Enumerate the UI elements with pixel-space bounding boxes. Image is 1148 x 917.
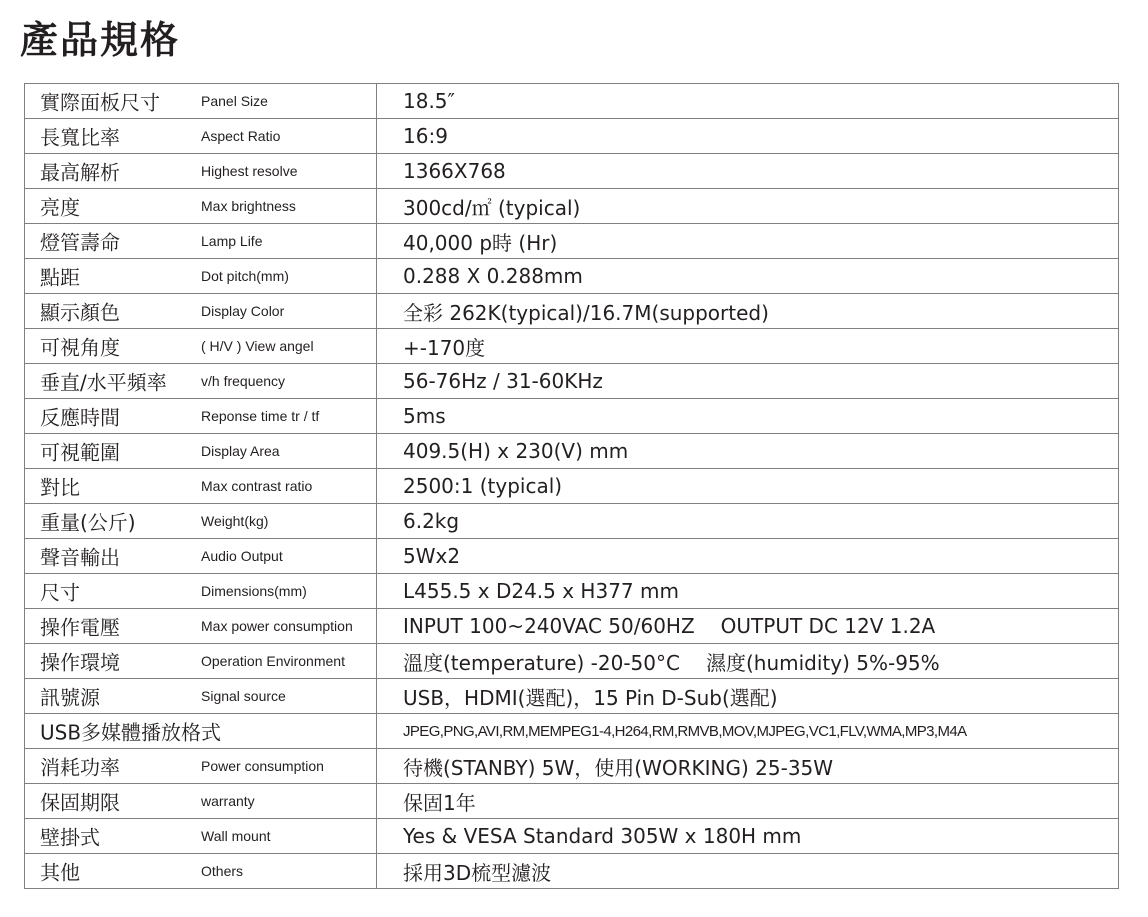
- spec-label-en: Aspect Ratio: [201, 128, 281, 144]
- spec-value-secondary: OUTPUT DC 12V 1.2A: [720, 614, 936, 638]
- spec-label-zh: 重量(公斤): [40, 510, 136, 535]
- table-row: [25, 224, 1119, 259]
- spec-value: 6.2kg: [377, 504, 1119, 539]
- spec-label-cell: [25, 749, 377, 784]
- spec-label-cell: [25, 574, 377, 609]
- spec-label-zh: 對比: [40, 475, 80, 500]
- table-row: [25, 574, 1119, 609]
- spec-value: 2500:1 (typical): [377, 469, 1119, 504]
- table-row: [25, 504, 1119, 539]
- spec-value: 409.5(H) x 230(V) mm: [377, 434, 1119, 469]
- spec-value: JPEG,PNG,AVI,RM,MEMPEG1-4,H264,RM,RMVB,MOV,MJPEG,VC1,FLV,WMA,MP3,M4A: [377, 714, 1119, 749]
- spec-label-cell: [25, 609, 377, 644]
- table-row: [25, 819, 1119, 854]
- table-row: [25, 434, 1119, 469]
- spec-label-cell: [25, 84, 377, 119]
- spec-label-cell: [25, 119, 377, 154]
- spec-label-cell: [25, 679, 377, 714]
- spec-value-cell: [377, 644, 1119, 679]
- spec-label-cell: [25, 259, 377, 294]
- spec-label-zh: 垂直/水平頻率: [40, 370, 167, 395]
- table-row: [25, 294, 1119, 329]
- spec-label-en: Dot pitch(mm): [201, 268, 289, 284]
- spec-label-cell: [25, 329, 377, 364]
- spec-label-en: Max power consumption: [201, 618, 353, 634]
- spec-value: USB，HDMI(選配)，15 Pin D-Sub(選配): [377, 679, 1119, 714]
- spec-value: 16:9: [377, 119, 1119, 154]
- table-row: [25, 469, 1119, 504]
- table-row: [25, 84, 1119, 119]
- spec-label-cell: [25, 294, 377, 329]
- spec-value: 採用3D梳型濾波: [377, 854, 1119, 889]
- table-row: [25, 364, 1119, 399]
- table-row: [25, 609, 1119, 644]
- table-row: [25, 784, 1119, 819]
- spec-label-en: Wall mount: [201, 828, 271, 844]
- spec-label-en: Max contrast ratio: [201, 478, 313, 494]
- spec-label-cell: [25, 364, 377, 399]
- table-row: [25, 539, 1119, 574]
- spec-label-en: Display Color: [201, 303, 285, 319]
- spec-label-zh: 燈管壽命: [40, 230, 120, 255]
- spec-label-en: ( H/V ) View angel: [201, 338, 314, 354]
- table-row: [25, 749, 1119, 784]
- spec-value: 1366X768: [377, 154, 1119, 189]
- table-row: [25, 679, 1119, 714]
- spec-label-cell: [25, 714, 377, 749]
- spec-value: 待機(STANBY) 5W，使用(WORKING) 25-35W: [377, 749, 1119, 784]
- spec-label-zh: 顯示顏色: [40, 300, 120, 325]
- spec-label-en: Display Area: [201, 443, 280, 459]
- table-row: [25, 189, 1119, 224]
- spec-label-zh: 點距: [40, 265, 80, 290]
- spec-label-en: Dimensions(mm): [201, 583, 307, 599]
- spec-label-zh: 長寬比率: [40, 125, 120, 150]
- spec-label-cell: [25, 154, 377, 189]
- spec-label-zh: 最高解析: [40, 160, 120, 185]
- spec-label-zh: 亮度: [40, 195, 80, 220]
- spec-label-cell: [25, 434, 377, 469]
- spec-label-cell: [25, 399, 377, 434]
- table-row: [25, 644, 1119, 679]
- spec-label-zh: 保固期限: [40, 790, 120, 815]
- spec-label-en: Max brightness: [201, 198, 296, 214]
- spec-label-zh: 可視範圍: [40, 440, 120, 465]
- spec-value: INPUT 100~240VAC 50/60HZ: [403, 614, 695, 638]
- spec-label-cell: [25, 819, 377, 854]
- table-row: [25, 399, 1119, 434]
- spec-label-en: Lamp Life: [201, 233, 263, 249]
- spec-value: +-170度: [377, 329, 1119, 364]
- spec-label-en: Highest resolve: [201, 163, 298, 179]
- spec-label-zh: 訊號源: [40, 685, 100, 710]
- spec-label-en: Panel Size: [201, 93, 268, 109]
- spec-label-en: v/h frequency: [201, 373, 286, 389]
- spec-value: Yes & VESA Standard 305W x 180H mm: [377, 819, 1119, 854]
- spec-label-cell: [25, 504, 377, 539]
- spec-table: [24, 83, 1119, 889]
- spec-value: 溫度(temperature) -20-50°C: [403, 650, 680, 675]
- spec-label-en: Power consumption: [201, 758, 324, 774]
- table-row: [25, 119, 1119, 154]
- spec-value: 全彩 262K(typical)/16.7M(supported): [377, 294, 1119, 329]
- spec-label-zh: 壁掛式: [40, 825, 100, 850]
- spec-label-zh: 操作環境: [40, 650, 120, 675]
- spec-label-zh: 消耗功率: [40, 755, 120, 780]
- spec-label-zh: 聲音輸出: [40, 545, 120, 570]
- table-row: [25, 329, 1119, 364]
- spec-value: 18.5″: [377, 84, 1119, 119]
- page-title: 產品規格: [20, 18, 181, 62]
- table-row: [25, 154, 1119, 189]
- spec-label-zh: 尺寸: [40, 580, 80, 605]
- spec-label-cell: [25, 469, 377, 504]
- spec-value: 保固1年: [377, 784, 1119, 819]
- spec-label-zh: USB多媒體播放格式: [40, 720, 222, 745]
- spec-label-zh: 實際面板尺寸: [40, 90, 160, 115]
- spec-label-en: Others: [201, 863, 244, 879]
- spec-label-cell: [25, 644, 377, 679]
- spec-value-cell: [377, 609, 1119, 644]
- spec-value: 56-76Hz / 31-60KHz: [377, 364, 1119, 399]
- spec-label-zh: 可視角度: [40, 335, 120, 360]
- spec-label-en: Signal source: [201, 688, 286, 704]
- spec-label-en: Reponse time tr / tf: [201, 408, 320, 424]
- table-row: [25, 714, 1119, 749]
- spec-label-cell: [25, 224, 377, 259]
- spec-label-cell: [25, 539, 377, 574]
- spec-label-en: Operation Environment: [201, 653, 345, 669]
- spec-value: 300cd/㎡ (typical): [377, 189, 1119, 224]
- spec-label-zh: 操作電壓: [40, 615, 120, 640]
- spec-label-en: Audio Output: [201, 548, 283, 564]
- spec-value-secondary: 濕度(humidity) 5%-95%: [705, 650, 940, 675]
- spec-value: 40,000 p時 (Hr): [377, 224, 1119, 259]
- spec-label-en: warranty: [201, 793, 255, 809]
- spec-label-zh: 其他: [40, 860, 80, 885]
- spec-label-cell: [25, 189, 377, 224]
- spec-value: L455.5 x D24.5 x H377 mm: [377, 574, 1119, 609]
- table-row: [25, 854, 1119, 889]
- spec-value: 5Wx2: [377, 539, 1119, 574]
- spec-value: 5ms: [377, 399, 1119, 434]
- spec-value: 0.288 X 0.288mm: [377, 259, 1119, 294]
- table-row: [25, 259, 1119, 294]
- spec-label-cell: [25, 854, 377, 889]
- spec-label-cell: [25, 784, 377, 819]
- spec-label-en: Weight(kg): [201, 513, 269, 529]
- spec-label-zh: 反應時間: [40, 405, 120, 430]
